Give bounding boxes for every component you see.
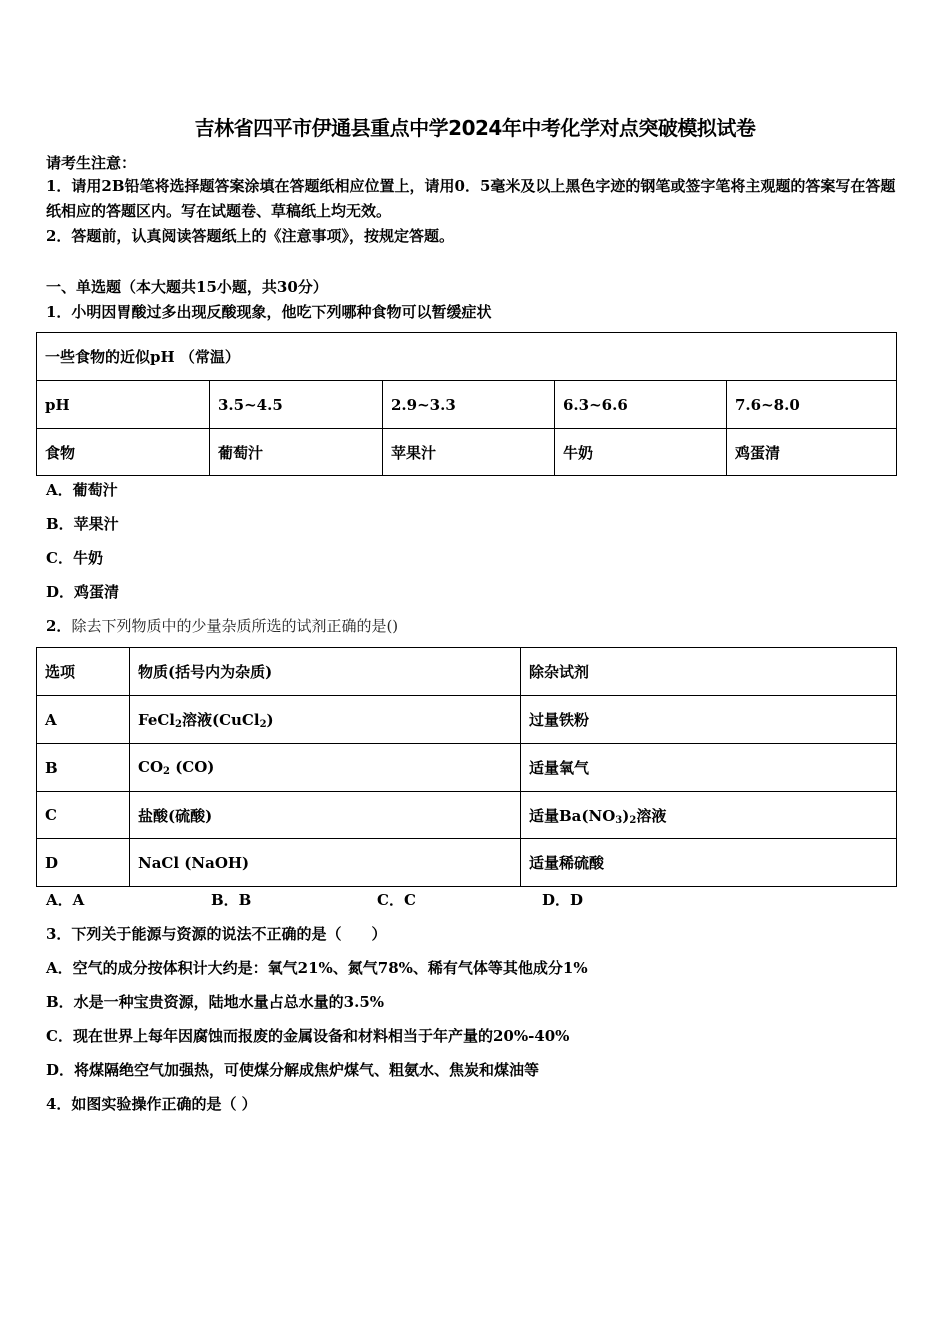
notice-item-2: 2．答题前，认真阅读答题纸上的《注意事项》，按规定答题。 xyxy=(46,227,454,245)
q2-stem xyxy=(46,615,398,636)
table-header-row xyxy=(37,648,897,696)
q2-number: 2． xyxy=(46,617,72,635)
table-cell: 2.9~3.3 xyxy=(383,381,555,429)
table-cell: 适量稀硫酸 xyxy=(521,839,897,887)
q1-option-c: C．牛奶 xyxy=(46,549,103,567)
section-heading: 一、单选题（本大题共15小题，共30分） xyxy=(46,278,328,296)
q2-option-c: C．C xyxy=(377,891,416,909)
table-row xyxy=(37,744,897,792)
q3-stem: 3．下列关于能源与资源的说法不正确的是（ ） xyxy=(46,925,387,943)
q2-option-d: D．D xyxy=(542,891,584,909)
q1-option-a: A．葡萄汁 xyxy=(46,481,118,499)
table-row xyxy=(37,696,897,744)
table-cell: 3.5~4.5 xyxy=(210,381,383,429)
table-header-cell: 选项 xyxy=(37,648,130,696)
table-cell: 盐酸(硫酸) xyxy=(130,792,521,839)
table-cell: 鸡蛋清 xyxy=(727,429,897,476)
q3-option-c: C．现在世界上每年因腐蚀而报废的金属设备和材料相当于年产量的20%-40% xyxy=(46,1027,570,1045)
q1-option-b: B．苹果汁 xyxy=(46,515,119,533)
table-cell: 葡萄汁 xyxy=(210,429,383,476)
table-header-cell: 除杂试剂 xyxy=(521,648,897,696)
q3-option-d: D．将煤隔绝空气加强热，可使煤分解成焦炉煤气、粗氨水、焦炭和煤油等 xyxy=(46,1061,540,1079)
q3-option-b: B．水是一种宝贵资源，陆地水量占总水量的3.5% xyxy=(46,993,385,1011)
q2-option-b: B．B xyxy=(211,891,252,909)
table-cell: D xyxy=(37,839,130,887)
exam-title: 吉林省四平市伊通县重点中学2024年中考化学对点突破模拟试卷 xyxy=(194,116,756,140)
table-cell: 适量$Ba(NO_3)_2$溶液 xyxy=(521,792,897,839)
table-cell: 适量氧气 xyxy=(521,744,897,792)
notice-item-1: 1．请用2B铅笔将选择题答案涂填在答题纸相应位置上，请用0．5毫米及以上黑色字迹的钢笔或签字笔将主观题的答案写在答题纸相应的答题区内。写在试题卷、草稿纸上均无效。 xyxy=(46,177,896,220)
table-row xyxy=(37,792,897,839)
table-row xyxy=(37,429,897,476)
ph-table-title: 一些食物的近似pH （常温） xyxy=(37,333,897,381)
table-cell: NaCl (NaOH) xyxy=(130,839,521,887)
table-cell: 苹果汁 xyxy=(383,429,555,476)
q1-stem: 1．小明因胃酸过多出现反酸现象，他吃下列哪种食物可以暂缓症状 xyxy=(46,303,492,321)
table-cell: pH xyxy=(37,381,210,429)
notice-heading: 请考生注意： xyxy=(46,154,137,172)
table-header-cell: 物质(括号内为杂质) xyxy=(130,648,521,696)
table-cell: B xyxy=(37,744,130,792)
ph-table xyxy=(36,332,897,476)
q2-option-a: A．A xyxy=(46,891,85,909)
table-cell: C xyxy=(37,792,130,839)
table-cell: 食物 xyxy=(37,429,210,476)
table-cell: 6.3~6.6 xyxy=(555,381,727,429)
q3-option-a: A．空气的成分按体积计大约是：氧气21%、氮气78%、稀有气体等其他成分1% xyxy=(46,959,588,977)
table-cell: FeCl$_2$溶液(CuCl$_2$) xyxy=(130,696,521,744)
table-cell: $CO_2$ (CO) xyxy=(130,744,521,792)
q4-stem: 4．如图实验操作正确的是（ ） xyxy=(46,1095,257,1113)
table-row xyxy=(37,839,897,887)
q2-text: 除去下列物质中的少量杂质所选的试剂正确的是() xyxy=(71,617,399,635)
table-cell: 7.6~8.0 xyxy=(727,381,897,429)
table-cell: 牛奶 xyxy=(555,429,727,476)
table-cell: A xyxy=(37,696,130,744)
table-row xyxy=(37,381,897,429)
impurity-table xyxy=(36,647,897,887)
q1-option-d: D．鸡蛋清 xyxy=(46,583,120,601)
table-cell: 过量铁粉 xyxy=(521,696,897,744)
